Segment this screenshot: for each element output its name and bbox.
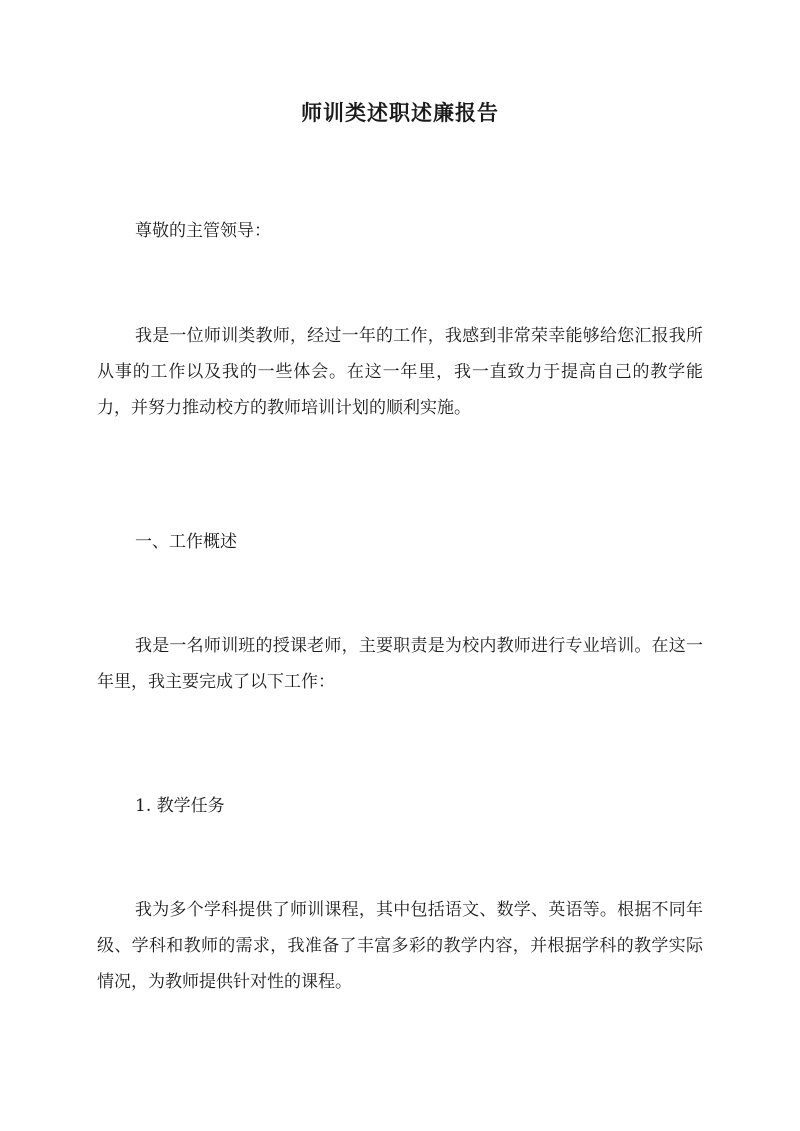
item-heading-teaching-tasks: 1. 教学任务 xyxy=(135,796,225,816)
intro-paragraph: 我是一位师训类教师，经过一年的工作，我感到非常荣幸能够给您汇报我所从事的工作以及我的一些体会。在这一年里，我一直致力于提高自己的教学能力，并努力推动校方的教师培训计划的顺利实施。 xyxy=(97,326,703,418)
document-title: 师训类述职述廉报告 xyxy=(301,100,499,125)
overview-paragraph: 我是一名师训班的授课老师，主要职责是为校内教师进行专业培训。在这一年里，我主要完成了以下工作： xyxy=(97,636,703,692)
teaching-paragraph: 我为多个学科提供了师训课程，其中包括语文、数学、英语等。根据不同年级、学科和教师的需求，我准备了丰富多彩的教学内容，并根据学科的教学实际情况，为教师提供针对性的课程。 xyxy=(97,900,703,992)
section-heading-work-overview: 一、工作概述 xyxy=(135,532,237,552)
salutation: 尊敬的主管领导： xyxy=(135,221,271,241)
